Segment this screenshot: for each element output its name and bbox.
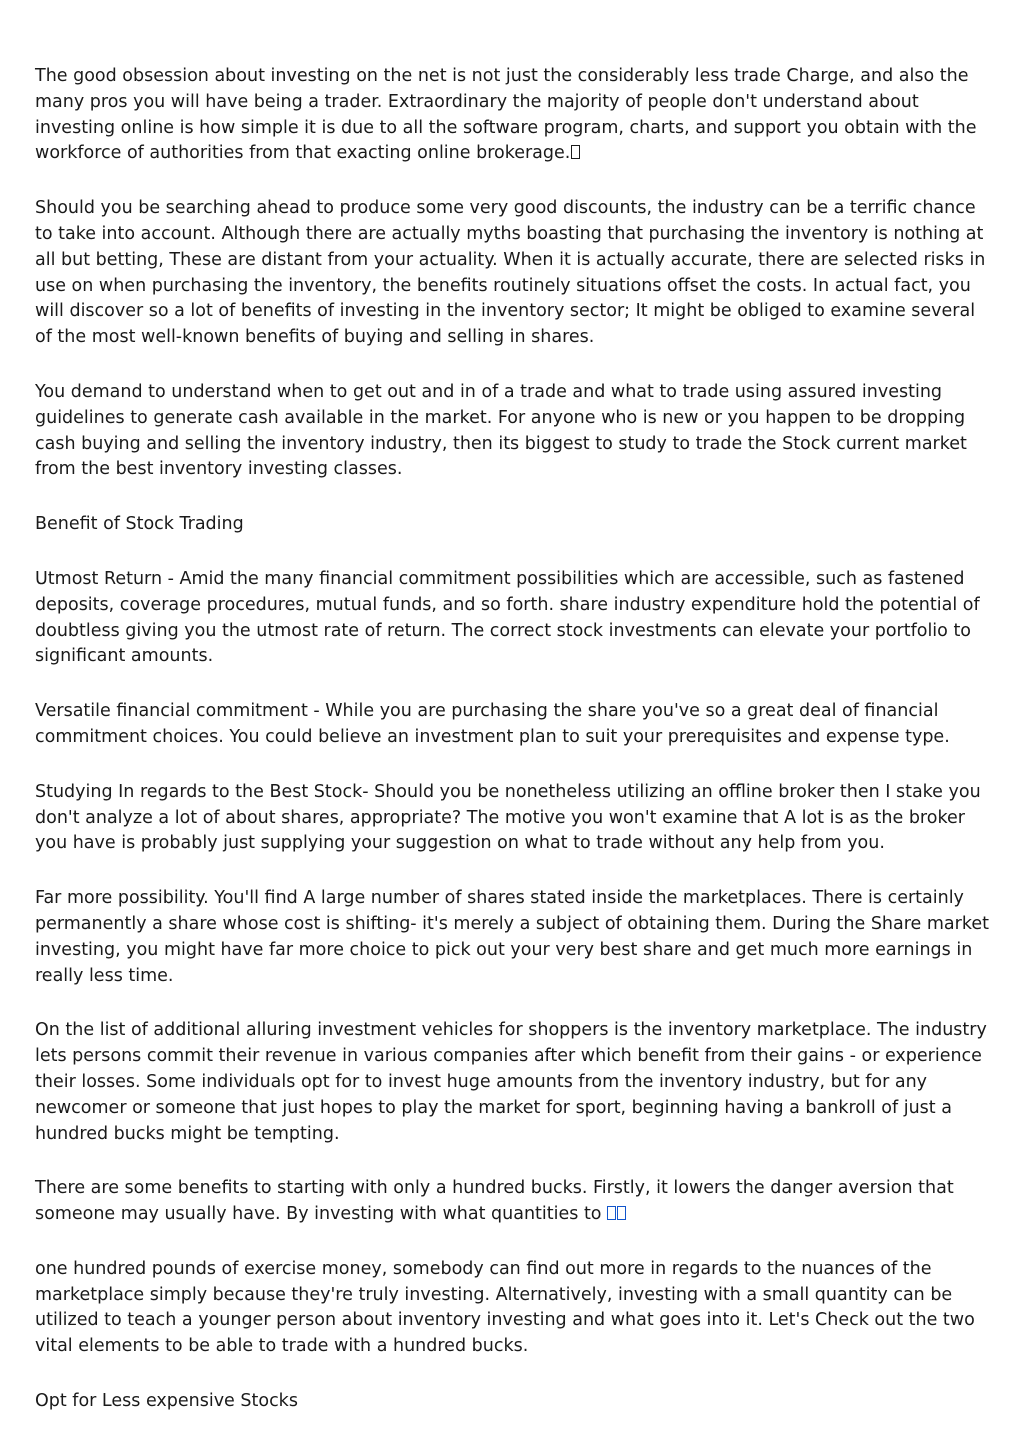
missing-glyph-icon — [607, 1206, 616, 1220]
paragraph-exercise-money: one hundred pounds of exercise money, somebody can find out more in regards to the nuances of the marketplace simply because they're truly investing. Alternatively, investing with a small quantity can be utilized to teach a younger person about inventory investing and what goes into it. Let's Check out the two vital elements to be able to trade with a hundred bucks. — [35, 1258, 975, 1357]
section-heading-benefit: Benefit of Stock Trading — [35, 514, 244, 535]
document-body — [35, 64, 995, 1444]
paragraph-studying: Studying In regards to the Best Stock- Should you be nonetheless utilizing an offline broker then I stake you don't analyze a lot of about shares, appropriate? The motive you won't examine that A lot is as the broker you have is probably just supplying your suggestion on what to trade without any help from you. — [35, 781, 981, 854]
paragraph-discounts: Should you be searching ahead to produce some very good discounts, the industry can be a terrific chance to take into account. Although there are actually myths boasting that purchasing the inventory is nothing at all but betting, These are distant from your actuality. When it is actually accurate, there are selected risks in use on when purchasing the inventory, the benefits routinely situations offset the costs. In actual fact, you will discover so a lot of benefits of investing in the inventory sector; It might be obliged to examine several of the most well-known benefits of buying and selling in shares. — [35, 198, 986, 348]
paragraph-intro: The good obsession about investing on the net is not just the considerably less trade Charge, and also the many pros you will have being a trader. Extraordinary the majority of people don't understand about investing online is how simple it is due to all the software program, charts, and support you obtain with the workforce of authorities from that exacting online brokerage. — [35, 66, 977, 164]
paragraph-utmost-return: Utmost Return - Amid the many financial commitment possibilities which are accessible, such as fastened deposits, coverage procedures, mutual funds, and so forth. share industry expenditure hold the potential of doubtless giving you the utmost rate of return. The correct stock investments can elevate your portfolio to significant amounts. — [35, 568, 980, 667]
missing-glyph-icon — [617, 1206, 626, 1220]
missing-glyph-icon — [571, 145, 580, 159]
section-heading-cheaper-stocks: Opt for Less expensive Stocks — [35, 1391, 298, 1412]
paragraph-versatile: Versatile financial commitment - While you are purchasing the share you've so a great deal of financial commitment choices. You could believe an investment plan to suit your prerequisites and expense type. — [35, 701, 950, 747]
paragraph-hundred-bucks: There are some benefits to starting with only a hundred bucks. Firstly, it lowers the danger aversion that someone may usually have. By investing with what quantities to — [35, 1178, 954, 1225]
inline-link[interactable] — [607, 1204, 627, 1224]
paragraph-possibility: Far more possibility. You'll find A large number of shares stated inside the marketplaces. There is certainly permanently a share whose cost is shifting- it's merely a subject of obtaining them. During the Share market investing, you might have far more choice to pick out your very best share and get much more earnings in really less time. — [35, 888, 989, 986]
paragraph-alluring: On the list of additional alluring investment vehicles for shoppers is the inventory marketplace. The industry lets persons commit their revenue in various companies after which benefit from their gains - or experience their losses. Some individuals opt for to invest huge amounts from the inventory industry, but for any newcomer or someone that just hopes to play the market for sport, beginning having a bankroll of just a hundred bucks might be tempting. — [35, 1020, 987, 1144]
paragraph-guidelines: You demand to understand when to get out and in of a trade and what to trade using assured investing guidelines to generate cash available in the market. For anyone who is new or you happen to be dropping cash buying and selling the inventory industry, then its biggest to study to trade the Stock current market from the best inventory investing classes. — [35, 381, 967, 480]
